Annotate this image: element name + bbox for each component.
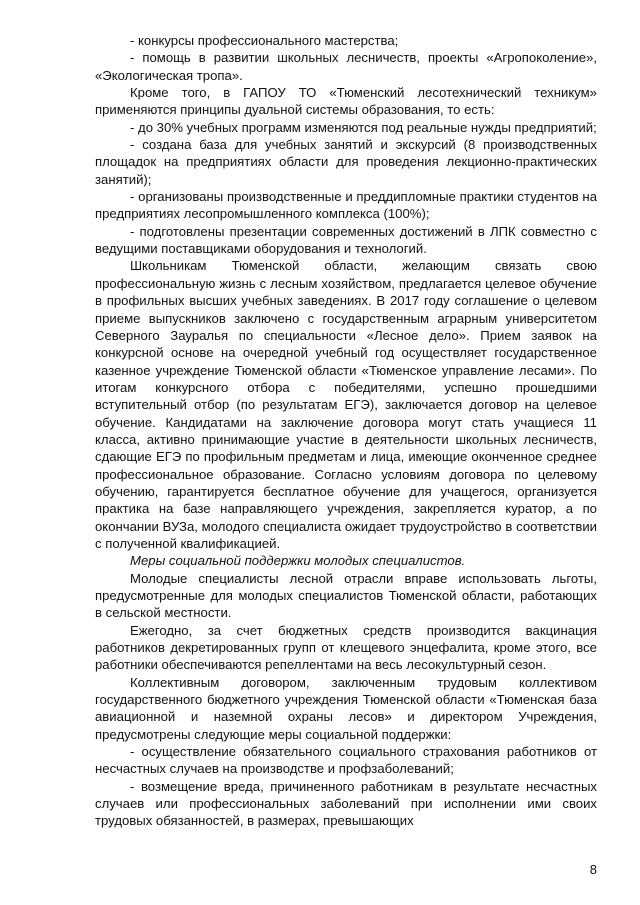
paragraph: Ежегодно, за счет бюджетных средств производится вакцинация работников декретированных групп от клещевого энцефалита, кроме этого, все работники обеспечиваются репеллентами на весь лесокультурный сезон. (95, 622, 597, 673)
paragraph: - организованы производственные и преддипломные практики студентов на предприятиях лесопромышленного комплекса (100%); (95, 189, 597, 222)
paragraph: Молодые специалисты лесной отрасли вправе использовать льготы, предусмотренные для молодых специалистов Тюменской области, работающих в сельской местности. (95, 570, 597, 621)
paragraph: - конкурсы профессионального мастерства; (130, 33, 399, 48)
page-number: 8 (589, 862, 597, 877)
paragraph: - создана база для учебных занятий и экскурсий (8 производственных площадок на предприятиях области для проведения лекционно-практических занятий); (95, 137, 597, 187)
paragraph: - возмещение вреда, причиненного работникам в результате несчастных случаев или профессиональных заболеваний при исполнении ими своих трудовых обязанностей, в размерах, превышающих (95, 778, 597, 829)
section-heading: Меры социальной поддержки молодых специалистов. (130, 553, 466, 569)
document-page (95, 32, 597, 830)
paragraph: Школьникам Тюменской области, желающим связать свою профессиональную жизнь с лесным хозяйством, предлагается целевое обучение в профильных высших учебных заведениях. В 2017 году соглашение о целевом приеме выпускников заключено с государственным аграрным университетом Северного Зауралья по специальности «Лесное дело». Прием заявок на конкурсной основе на очередной учебный год осуществляет государственное казенное учреждение Тюменской области «Тюменское управление лесами». По итогам конкурсного отбора с победителями, успешно прошедшими вступительный отбор (по результатам ЕГЭ), заключается договор на целевое обучение. Кандидатами на заключение договора могут стать учащиеся 11 класса, активно принимающие участие в деятельности школьных лесничеств, сдающие ЕГЭ по профильным предметам и лица, имеющие оконченное среднее профессиональное образование. Согласно условиям договора по целевому обучению, гарантируется бесплатное обучение для учащегося, организуется практика на базе направляющего учреждения, закрепляется куратор, а по окончании ВУЗа, молодого специалиста ожидает трудоустройство в соответствии с полученной квалификацией. (95, 258, 597, 551)
paragraph: - осуществление обязательного социального страхования работников от несчастных случаев на производстве и профзаболеваний; (95, 744, 597, 777)
paragraph: - помощь в развитии школьных лесничеств, проекты «Агропоколение», «Экологическая тропа». (95, 50, 597, 83)
paragraph: Коллективным договором, заключенным трудовым коллективом государственного бюджетного учреждения Тюменской области «Тюменская база авиационной и наземной охраны лесов» и директором Учреждения, предусмотрены следующие меры социальной поддержки: (95, 674, 597, 742)
paragraph: - подготовлены презентации современных достижений в ЛПК совместно с ведущими поставщиками оборудования и технологий. (95, 223, 597, 257)
paragraph: - до 30% учебных программ изменяются под реальные нужды предприятий; (130, 119, 597, 135)
paragraph: Кроме того, в ГАПОУ ТО «Тюменский лесотехнический техникум» применяются принципы дуальной системы образования, то есть: (95, 85, 597, 118)
